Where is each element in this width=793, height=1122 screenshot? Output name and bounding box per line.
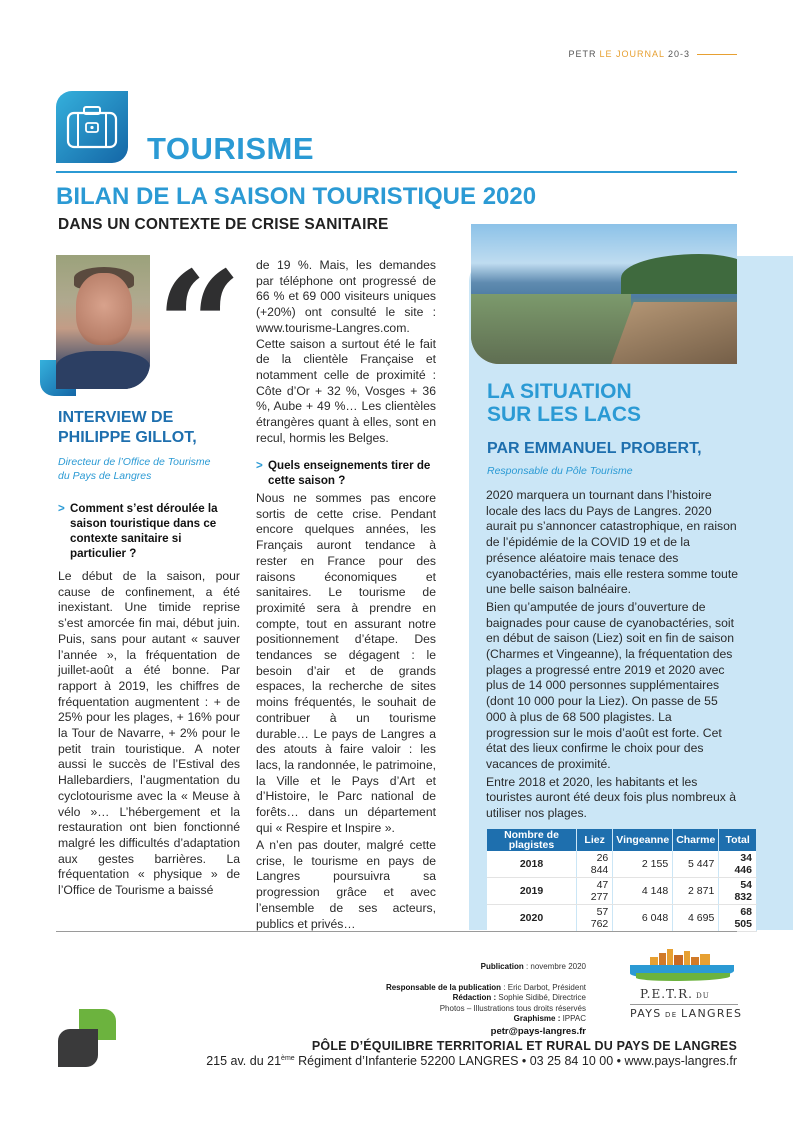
credit-graphics: Graphisme : IPPAC bbox=[513, 1014, 586, 1023]
lakes-paragraph-1: 2020 marquera un tournant dans l’histoire locale des lacs du Pays de Langres. 2020 aurait pu s’annoncer catastrophique, en raison de l’épidémie de la COVID 19 et de la présence aléatoire mais tenace des cyanobactéries, mais elle restera somme toute une belle saison balnéaire. bbox=[486, 488, 738, 597]
table-header: Total bbox=[719, 829, 757, 851]
table-header: Liez bbox=[576, 829, 612, 851]
quote-mark-icon: “ bbox=[156, 239, 243, 415]
answer-1-continued: de 19 %. Mais, les demandes par téléphone ont progressé de 66 % et 69 000 visiteurs uniques (+20%) ont consulté le site : www.tourisme-Langres.com. Cette saison a surtout été le fait de la clientèle Française et notamment celle de proximité : Côte d’Or + 32 %, Vosges + 36 %, Aube + 49 %… Les clientèles étrangères quant à elles, sont en recul, hormis les Belges. bbox=[256, 258, 436, 445]
answer-1: Le début de la saison, pour cause de confinement, a été inexistant. Une timide reprise s’est amorcée fin mai, début juin. Puis, sans pour autant « sauver l’année », la fréquentation de juillet-août a été bonne. Par rapport à 2019, les chiffres de fréquentation augmentent : + de 25% pour les plages, + 16% pour la Tour de Navarre, + 2% pour le petit train touristique. A noter aussi le succès de l’Estival des Hallebardiers, l’augmentation du cyclotourisme avec la « Meuse à vélo »… L’hébergement et la restauration ont bien fonctionné malgré les difficultés d’adaptation aux gestes barrières. La fréquentation « physique » de l’Office de Tourisme a baissé bbox=[58, 569, 240, 898]
logo-place: PAYS DE LANGRES bbox=[630, 1007, 743, 1020]
organization-name: PÔLE D’ÉQUILIBRE TERRITORIAL ET RURAL DU PAYS DE LANGRES bbox=[311, 1039, 737, 1053]
table-cell: 26 844 bbox=[576, 851, 612, 878]
credit-responsible: Responsable de la publication : Eric Darbot, Président bbox=[385, 982, 586, 992]
table-cell: 2019 bbox=[487, 878, 576, 905]
interview-heading-1: INTERVIEW DE bbox=[58, 409, 174, 426]
lakes-paragraph-3: Entre 2018 et 2020, les habitants et les touristes auront été deux fois plus nombreux à utiliser nos plages. bbox=[486, 774, 736, 821]
table-cell: 57 762 bbox=[576, 905, 612, 932]
lakes-title-1: LA SITUATION bbox=[487, 380, 632, 403]
table-cell: 4 695 bbox=[673, 905, 719, 932]
table-row bbox=[487, 878, 757, 905]
organization-address: 215 av. du 21ème Régiment d’Infanterie 52200 LANGRES • 03 25 84 10 00 • www.pays-langres.fr bbox=[206, 1054, 737, 1068]
interview-heading-2: PHILIPPE GILLOT, bbox=[58, 429, 197, 446]
question-1: > Comment s’est déroulée la saison touristique dans ce contexte sanitaire si particulier ? bbox=[58, 501, 240, 561]
table-cell: 2018 bbox=[487, 851, 576, 878]
lakes-author-role: Responsable du Pôle Tourisme bbox=[487, 465, 633, 477]
petr-logo bbox=[630, 945, 743, 1025]
table-cell: 54 832 bbox=[719, 878, 757, 905]
interviewee-role-1: Directeur de l’Office de Tourisme bbox=[58, 456, 211, 468]
table-cell: 47 277 bbox=[576, 878, 612, 905]
table-cell: 4 148 bbox=[613, 878, 673, 905]
lakes-paragraph-2: Bien qu’amputée de jours d’ouverture de baignades pour cause de cyanobactéries, soit en début de saison (Liez) soit en fin de saison (Charmes et Vingeanne), la fréquentation des plages a progressé entre 2019 et 2020 avec plus de 14 000 personnes supplémentaires (dont 10 000 pour la Liez). On passe de 55 000 à plus de 68 500 plagistes. La progression sur le mois d’août est forte. Cet état des lieux confirme le choix pour des vacances de proximité. bbox=[486, 599, 734, 771]
suitcase-icon bbox=[56, 91, 128, 163]
table-header: Vingeanne bbox=[613, 829, 673, 851]
credit-publication: Publication : novembre 2020 bbox=[480, 962, 586, 971]
footer-divider bbox=[56, 931, 737, 932]
interviewee-role bbox=[58, 455, 243, 483]
table-cell: 6 048 bbox=[613, 905, 673, 932]
corner-brand-icon bbox=[58, 1009, 116, 1067]
article-subtitle: DANS UN CONTEXTE DE CRISE SANITAIRE bbox=[58, 216, 389, 233]
section-title: TOURISME bbox=[147, 131, 315, 166]
suitcase-icon-graphic bbox=[66, 105, 118, 149]
table-header: Nombre de plagistes bbox=[487, 829, 576, 851]
title-divider bbox=[56, 171, 737, 173]
table-header: Charme bbox=[673, 829, 719, 851]
lakes-title bbox=[487, 380, 641, 426]
page-header bbox=[568, 49, 737, 59]
header-rule bbox=[697, 54, 737, 55]
header-journal: LE JOURNAL bbox=[599, 49, 665, 59]
table-cell: 2 155 bbox=[613, 851, 673, 878]
contact-email[interactable]: petr@pays-langres.fr bbox=[490, 1025, 586, 1037]
lakes-title-2: SUR LES LACS bbox=[487, 403, 642, 426]
beach-stats-table bbox=[487, 829, 757, 932]
table-cell: 2 871 bbox=[673, 878, 719, 905]
interviewee-role-2: du Pays de Langres bbox=[58, 470, 152, 482]
question-2: > Quels enseignements tirer de cette saison ? bbox=[256, 458, 438, 488]
header-issue: 20-3 bbox=[667, 49, 690, 59]
table-header-row bbox=[487, 829, 757, 851]
header-prefix: PETR bbox=[568, 49, 597, 59]
table-cell: 68 505 bbox=[719, 905, 757, 932]
table-row bbox=[487, 851, 757, 878]
lakes-author: PAR EMMANUEL PROBERT, bbox=[487, 440, 702, 457]
table-cell: 2020 bbox=[487, 905, 576, 932]
credit-photos: Photos – Illustrations tous droits réservés bbox=[439, 1003, 586, 1013]
interviewee-name bbox=[58, 408, 197, 448]
lake-photo bbox=[471, 224, 737, 364]
answer-3: A n’en pas douter, malgré cette crise, le tourisme en pays de Langres poursuivra sa progression grâce et avec l’ensemble de ses acteurs, publics et privés… bbox=[256, 838, 436, 931]
table-cell: 5 447 bbox=[673, 851, 719, 878]
publication-credits bbox=[300, 962, 586, 1037]
article-title: BILAN DE LA SAISON TOURISTIQUE 2020 bbox=[56, 183, 537, 210]
logo-name: P.E.T.R. DU bbox=[640, 987, 710, 1001]
answer-2: Nous ne sommes pas encore sortis de cette crise. Pendant encore quelques années, les Français auront tendance à rester en France pour des raisons économiques et sanitaires. Le tourisme de proximité sera à prendre en compte, tout en assurant notre positionnement d’étape. Des tendances se dégagent : le besoin d’air et de grands espaces, la recherche de sites moins fréquentés, le souhait de contribuer à un tourisme durable… Le pays de Langres a des atouts à faire valoir : les lacs, la randonnée, le patrimoine, la Ville et le Pays d’Art et d’Histoire, le Parc national de forêts… dans un département qui « Respire et Inspire ». bbox=[256, 491, 436, 835]
portrait-photo bbox=[56, 255, 150, 389]
lakes-body bbox=[486, 488, 738, 824]
table-cell: 34 446 bbox=[719, 851, 757, 878]
credit-editorial: Rédaction : Sophie Sidibé, Directrice bbox=[452, 993, 586, 1002]
table-row bbox=[487, 905, 757, 932]
